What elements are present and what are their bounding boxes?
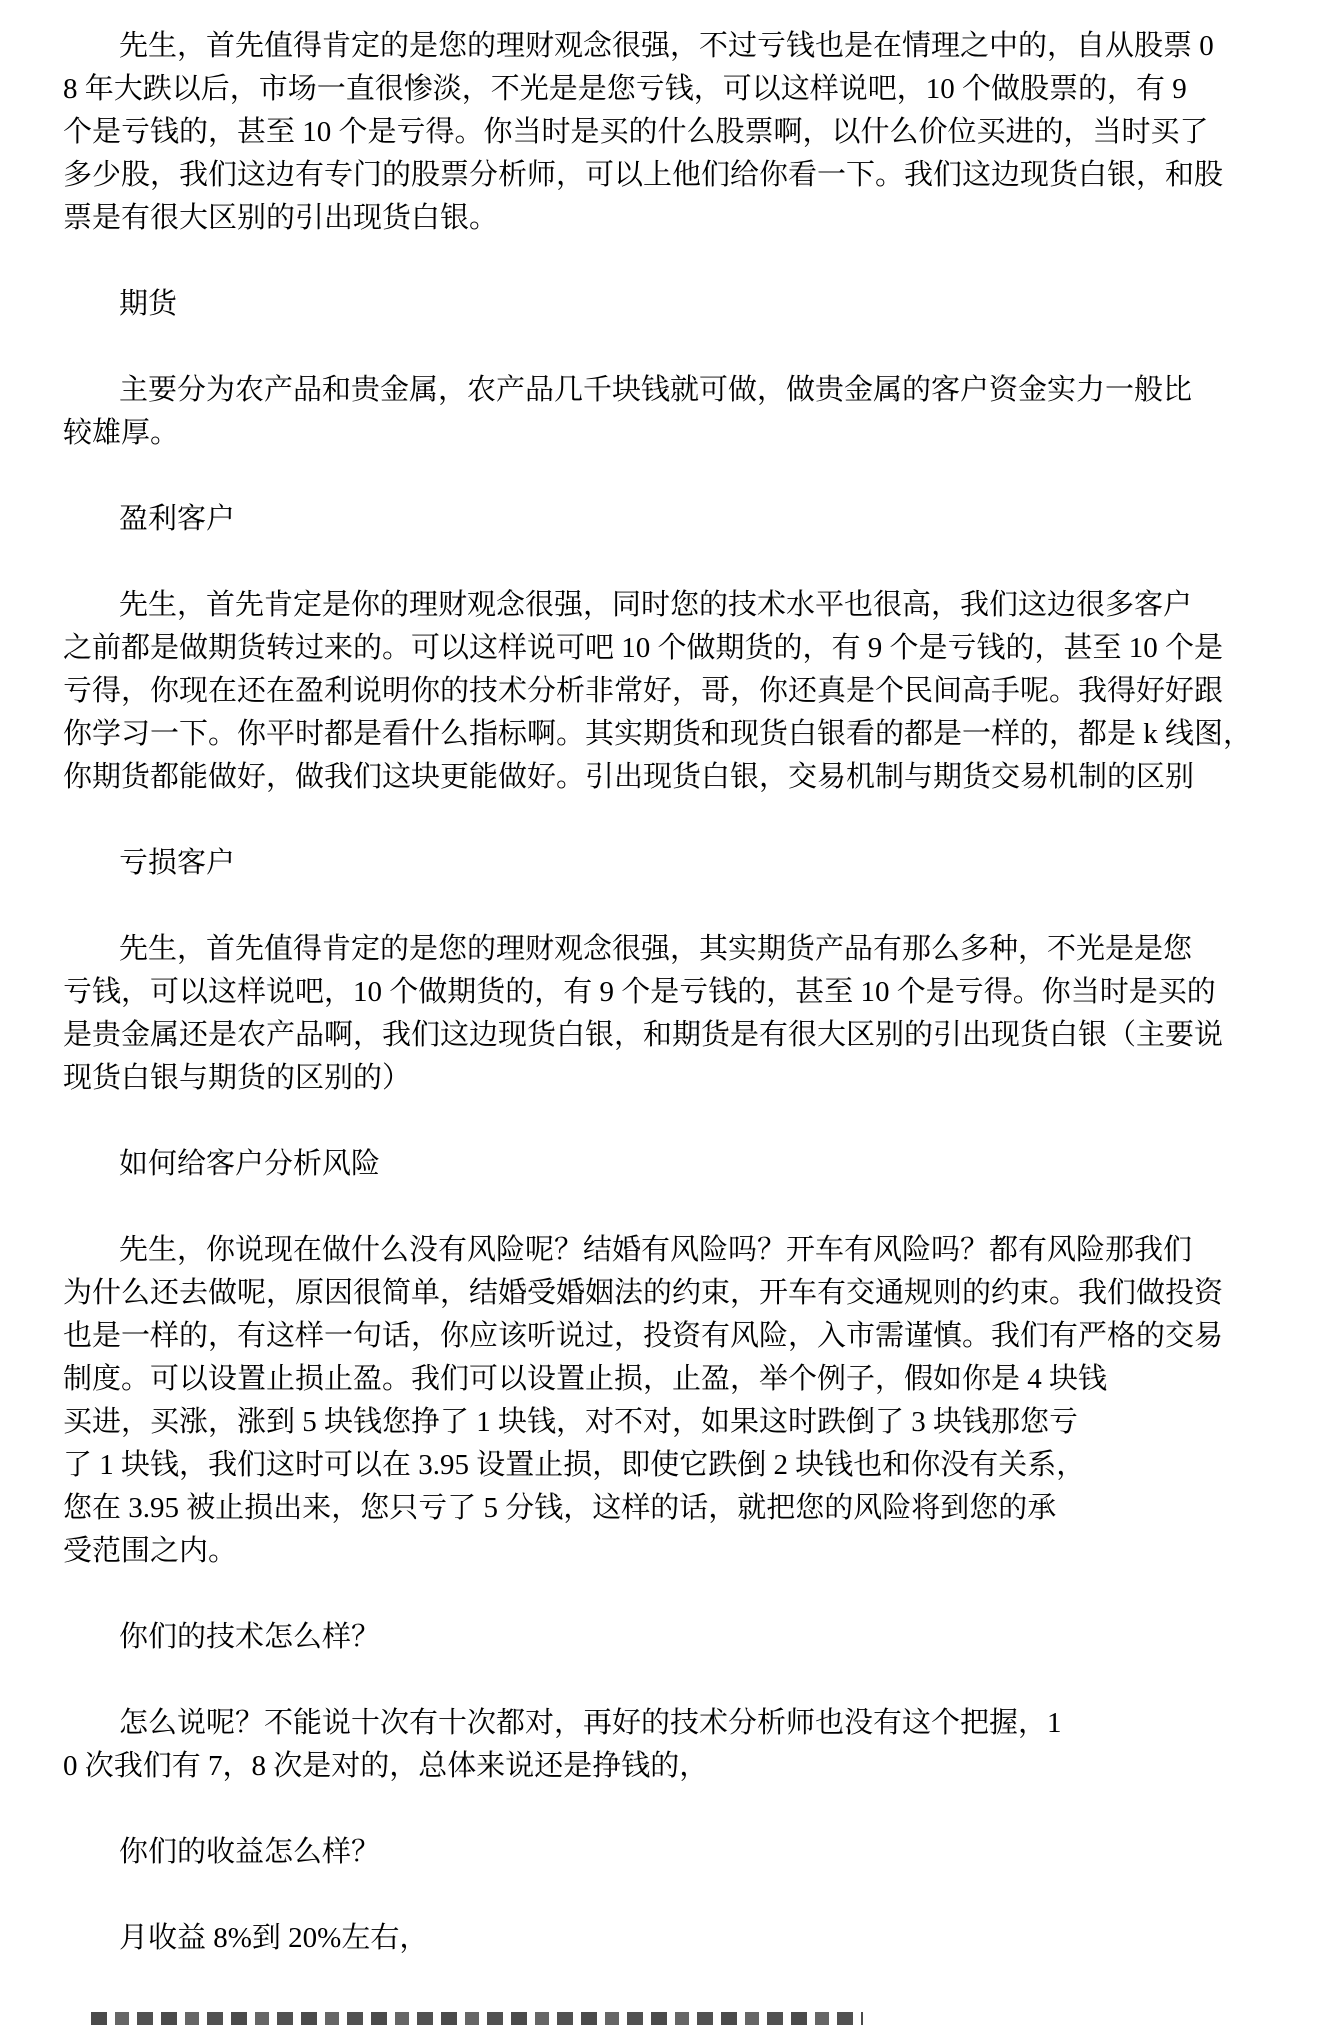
blank-line <box>63 1788 1258 1831</box>
paragraph-stock-pitch-line: 个是亏钱的，甚至 10 个是亏得。你当时是买的什么股票啊，以什么价位买进的，当时买了 <box>63 116 1209 148</box>
section-heading-profitable-clients: 盈利客户 <box>119 503 236 535</box>
paragraph-technical-answer-line: 怎么说呢？不能说十次有十次都对，再好的技术分析师也没有这个把握，1 <box>119 1707 1062 1739</box>
blank-line <box>63 799 1258 842</box>
blank-line <box>63 1573 1258 1616</box>
paragraph-technical-answer-line: 0 次我们有 7，8 次是对的，总体来说还是挣钱的， <box>63 1750 709 1782</box>
blank-line <box>63 1100 1258 1143</box>
paragraph-risk-analysis-line: 也是一样的，有这样一句话，你应该听说过，投资有风险，入市需谨慎。我们有严格的交易 <box>63 1320 1224 1352</box>
paragraph-risk-analysis-line: 制度。可以设置止损止盈。我们可以设置止损，止盈，举个例子，假如你是 4 块钱 <box>63 1363 1108 1395</box>
paragraph-risk-analysis-line: 先生，你说现在做什么没有风险呢？结婚有风险吗？开车有风险吗？都有风险那我们 <box>119 1234 1193 1266</box>
paragraph-profitable-clients-line: 你期货都能做好，做我们这块更能做好。引出现货白银，交易机制与期货交易机制的区别 <box>63 761 1195 793</box>
clipped-glyph-tops <box>91 2012 863 2025</box>
section-heading-risk-analysis: 如何给客户分析风险 <box>119 1148 381 1180</box>
paragraph-risk-analysis-line: 为什么还去做呢，原因很简单，结婚受婚姻法的约束，开车有交通规则的约束。我们做投资 <box>63 1277 1224 1309</box>
blank-line <box>63 240 1258 283</box>
paragraph-losing-clients-line: 亏钱，可以这样说吧，10 个做期货的，有 9 个是亏钱的，甚至 10 个是亏得。你当时是买的 <box>63 976 1216 1008</box>
blank-line <box>63 541 1258 584</box>
paragraph-profitable-clients-line: 先生，首先肯定是你的理财观念很强，同时您的技术水平也很高，我们这边很多客户 <box>119 589 1193 621</box>
section-heading-futures: 期货 <box>119 288 178 320</box>
paragraph-profitable-clients-line: 你学习一下。你平时都是看什么指标啊。其实期货和现货白银看的都是一样的，都是 k 线图， <box>63 718 1253 750</box>
blank-line <box>63 455 1258 498</box>
blank-line <box>63 1874 1258 1917</box>
blank-line <box>63 885 1258 928</box>
paragraph-profitable-clients-line: 之前都是做期货转过来的。可以这样说可吧 10 个做期货的，有 9 个是亏钱的，甚至 10 个是 <box>63 632 1224 664</box>
paragraph-stock-pitch-line: 8 年大跌以后，市场一直很惨淡，不光是是您亏钱，可以这样说吧，10 个做股票的，有 9 <box>63 73 1187 105</box>
paragraph-profitable-clients-line: 亏得，你现在还在盈利说明你的技术分析非常好，哥，你还真是个民间高手呢。我得好好跟 <box>63 675 1224 707</box>
blank-line <box>63 1186 1258 1229</box>
blank-line <box>63 1960 1258 2003</box>
paragraph-stock-pitch-line: 先生，首先值得肯定的是您的理财观念很强，不过亏钱也是在情理之中的，自从股票 0 <box>119 30 1214 62</box>
paragraph-risk-analysis-line: 了 1 块钱，我们这时可以在 3.95 设置止损，即使它跌倒 2 块钱也和你没有关系， <box>63 1449 1086 1481</box>
section-heading-returns-question: 你们的收益怎么样？ <box>119 1836 381 1868</box>
clipped-text-row <box>63 2003 1258 2025</box>
paragraph-risk-analysis-line: 您在 3.95 被止损出来，您只亏了 5 分钱，这样的话，就把您的风险将到您的承 <box>63 1492 1057 1524</box>
paragraph-risk-analysis-line: 受范围之内。 <box>63 1535 238 1567</box>
paragraph-futures-line: 较雄厚。 <box>63 417 180 449</box>
paragraph-stock-pitch-line: 票是有很大区别的引出现货白银。 <box>63 202 499 234</box>
paragraph-risk-analysis-line: 买进，买涨，涨到 5 块钱您挣了 1 块钱，对不对，如果这时跌倒了 3 块钱那您亏 <box>63 1406 1079 1438</box>
paragraph-losing-clients-line: 是贵金属还是农产品啊，我们这边现货白银，和期货是有很大区别的引出现货白银（主要说 <box>63 1019 1224 1051</box>
paragraph-losing-clients-line: 现货白银与期货的区别的） <box>63 1062 412 1094</box>
paragraph-stock-pitch-line: 多少股，我们这边有专门的股票分析师，可以上他们给你看一下。我们这边现货白银，和股 <box>63 159 1224 191</box>
blank-line <box>63 326 1258 369</box>
section-heading-technical-skill-question: 你们的技术怎么样？ <box>119 1621 381 1653</box>
paragraph-futures-line: 主要分为农产品和贵金属，农产品几千块钱就可做，做贵金属的客户资金实力一般比 <box>119 374 1193 406</box>
blank-line <box>63 1659 1258 1702</box>
paragraph-returns-answer-line: 月收益 8%到 20%左右， <box>119 1922 429 1954</box>
paragraph-losing-clients-line: 先生，首先值得肯定的是您的理财观念很强，其实期货产品有那么多种，不光是是您 <box>119 933 1193 965</box>
section-heading-losing-clients: 亏损客户 <box>119 847 236 879</box>
